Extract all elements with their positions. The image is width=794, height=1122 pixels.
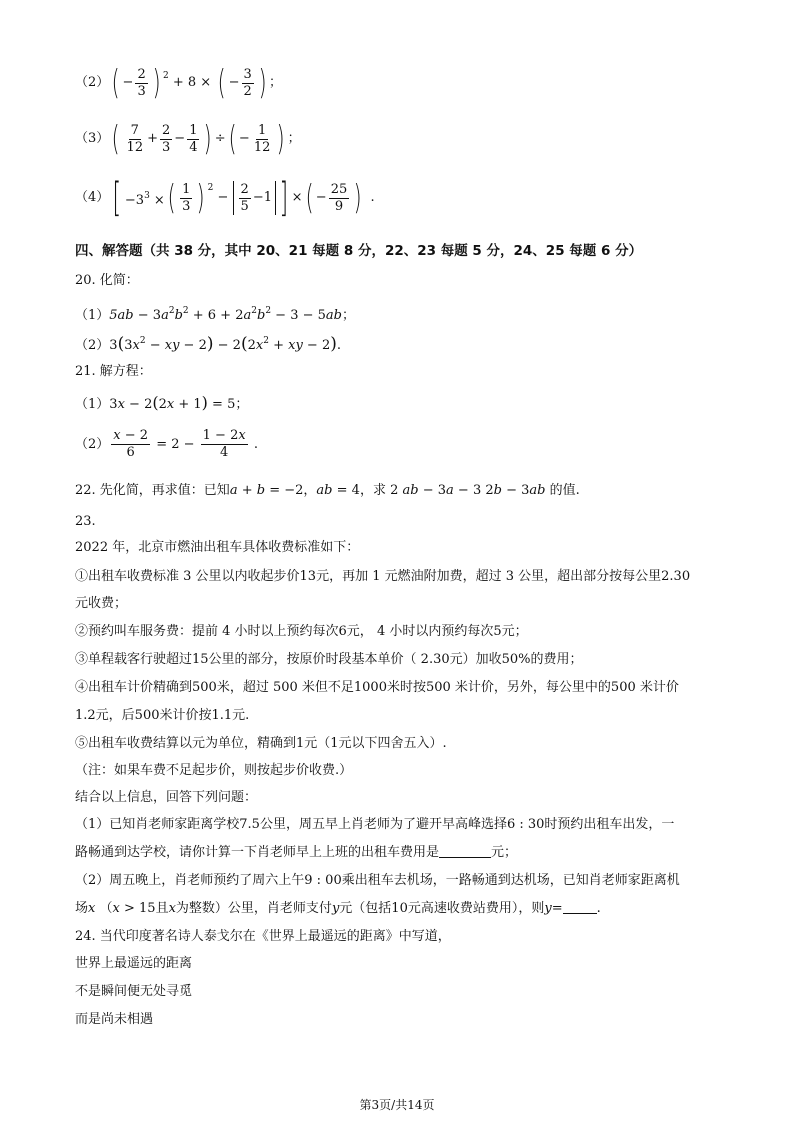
exercise-4-label: （4） [75,190,110,205]
exercise-3: （3） ( $\frac{7}{12}$ + $\frac{2}{3}$ − $\frac{1}{4}$ ) ÷ ( − $\frac{1}{12}$ ) ； [75,119,301,159]
q23-rule4: ④出租车计价精确到500米，超过 500 米但不足1000米时按500 米计价，另外，每公里中的500 米计价 [75,680,679,695]
q24-poem-line1: 世界上最遥远的距离 [75,956,193,971]
q21-title: 21. 解方程： [75,364,152,379]
q22: 22. 先化简，再求值：已知a + b = −2，ab = 4，求 2 ab − 3a − 3 2b − 3ab 的值. [75,483,580,498]
q21-part2: （2） $\frac{x - 2}{6}$ = 2 − $\frac{1 - 2x}{4}$ . [75,428,258,460]
exercise-3-label: （3） [75,131,110,146]
q24-poem-line3: 而是尚未相遇 [75,1012,154,1027]
exercise-2: （2） ( − $\frac{2}{3}$ ) $^2$ + 8 × ( − $\frac{3}{2}$ ) ； [75,63,283,103]
q20-title: 20. 化简： [75,273,139,288]
q23-rule2: ②预约叫车服务费：提前 4 小时以上预约每次6元， 4 小时以内预约每次5元； [75,624,528,639]
q23-intro: 2022 年，北京市燃油出租车具体收费标准如下： [75,540,360,555]
answer-blank-1[interactable] [439,857,491,858]
q23-part2: （2）周五晚上，肖老师预约了周六上午9 : 00乘出租车去机场，一路畅通到达机场，已知肖老师家距离机 [75,873,680,888]
q23-number: 23. [75,514,96,529]
q23-rule3: ③单程载客行驶超过15公里的部分，按原价时段基本单价（ 2.30元）加收50%的费用； [75,652,583,667]
page-footer: 第3页/共14页 [359,1098,435,1112]
q24-lead: 24. 当代印度著名诗人泰戈尔在《世界上最遥远的距离》中写道， [75,929,451,944]
q21-part1: （1）3x − 2(2x + 1) = 5； [75,393,249,412]
q20-part1: $(1)5ab - 3a^2b^2 + 6 + 2a^2b^2 - 3 - 5ab$； [75,306,355,323]
answer-blank-2[interactable] [563,913,597,914]
exercise-4: （4） [ $-3^3$ × ( $\frac{1}{3}$ ) $^2$ − $\frac{2}{5}$ −1 ] × ( − $\frac{25}{9}$ ) . [75,175,375,221]
q24-poem-line2: 不是瞬间便无处寻觅 [75,984,193,999]
q23-rule1-cont: 元收费； [75,596,128,611]
q23-part1-cont: 路畅通到达学校，请你计算一下肖老师早上上班的出租车费用是 元； [75,845,518,860]
q23-part2-cont: 场x （x > 15且x为整数）公里，肖老师支付y元（包括10元高速收费站费用），则y= . [75,901,601,916]
q23-prompt: 结合以上信息，回答下列问题： [75,790,258,805]
q23-note: （注：如果车费不足起步价，则按起步价收费.） [75,763,353,778]
q20-part2: $(2)3(3x^2$ − xy − $2) - 2(2x^2$ + xy − 2). [75,334,342,354]
q23-part1: （1）已知肖老师家距离学校7.5公里，周五早上肖老师为了避开早高峰选择6 : 30时预约出租车出发，一 [75,817,675,832]
q23-rule1: ①出租车收费标准 3 公里以内收起步价13元，再加 1 元燃油附加费，超过 3 公里，超出部分按每公里2.30 [75,569,691,584]
section-4-heading: 四、解答题（共 38 分，其中 20、21 每题 8 分，22、23 每题 5 分，24、25 每题 6 分） [75,243,643,259]
q23-rule4-cont: 1.2元，后500米计价按1.1元. [75,708,250,723]
q23-rule5: ⑤出租车收费结算以元为单位，精确到1元（1元以下四舍五入）. [75,736,447,751]
exercise-2-label: （2） [75,75,110,90]
